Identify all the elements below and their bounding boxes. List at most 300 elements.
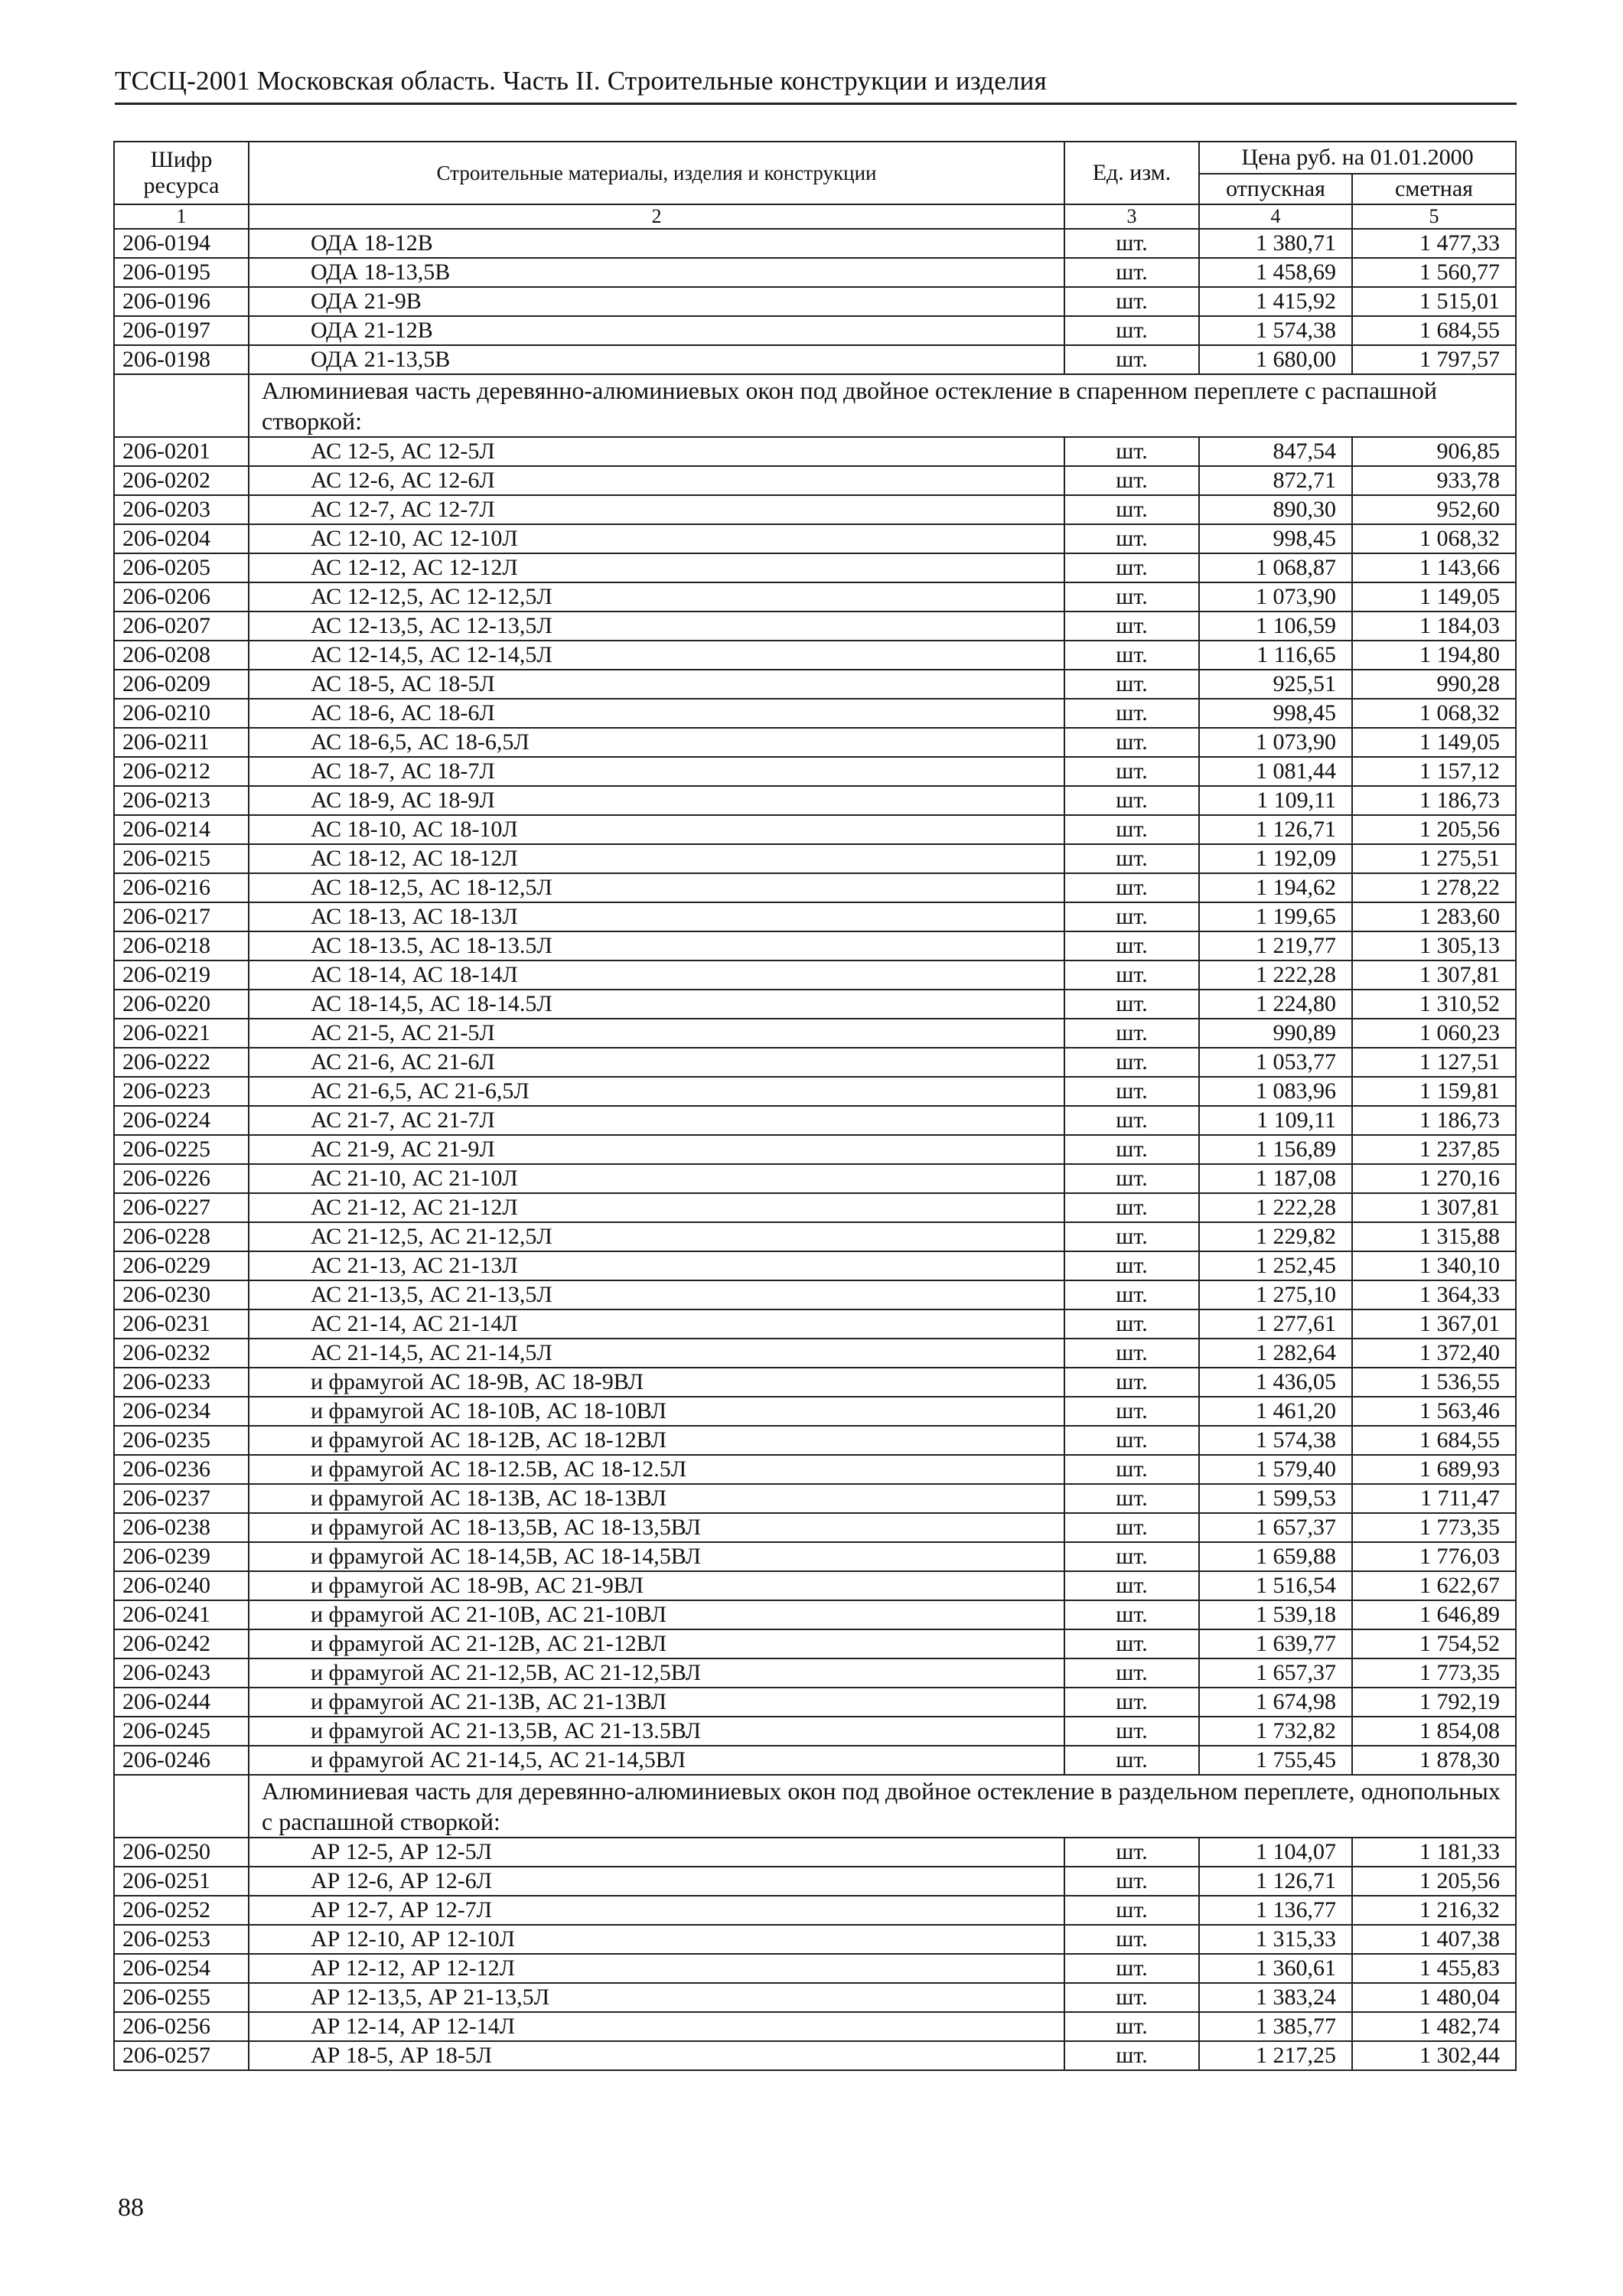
cell-price-release: 1 436,05 bbox=[1199, 1368, 1352, 1397]
header-price-release: отпускная bbox=[1199, 174, 1352, 204]
table-row bbox=[114, 815, 1516, 844]
cell-price-release: 1 116,65 bbox=[1199, 641, 1352, 670]
table-row bbox=[114, 1983, 1516, 2012]
section-title: Алюминиевая часть для деревянно-алюминиевых окон под двойное остекление в раздельном переплете, однопольных с распашной створкой: bbox=[249, 1775, 1516, 1838]
cell-price-release: 1 083,96 bbox=[1199, 1077, 1352, 1106]
table-row bbox=[114, 345, 1516, 374]
cell-unit: шт. bbox=[1064, 931, 1199, 960]
cell-code: 206-0194 bbox=[114, 229, 249, 258]
table-row bbox=[114, 1222, 1516, 1251]
cell-price-estimate: 1 372,40 bbox=[1352, 1339, 1516, 1368]
table-row bbox=[114, 466, 1516, 495]
cell-name: и фрамугой АС 18-13В, АС 18-13ВЛ bbox=[249, 1484, 1064, 1513]
cell-code: 206-0216 bbox=[114, 873, 249, 902]
cell-code: 206-0209 bbox=[114, 670, 249, 699]
table-row bbox=[114, 1896, 1516, 1925]
cell-price-release: 1 081,44 bbox=[1199, 757, 1352, 786]
cell-name: и фрамугой АС 21-13В, АС 21-13ВЛ bbox=[249, 1688, 1064, 1717]
cell-name: АС 18-6, АС 18-6Л bbox=[249, 699, 1064, 728]
cell-price-estimate: 1 340,10 bbox=[1352, 1251, 1516, 1280]
cell-price-release: 1 192,09 bbox=[1199, 844, 1352, 873]
cell-unit: шт. bbox=[1064, 786, 1199, 815]
cell-unit: шт. bbox=[1064, 1280, 1199, 1309]
page-number: 88 bbox=[118, 2193, 144, 2222]
cell-name: АР 12-10, АР 12-10Л bbox=[249, 1925, 1064, 1954]
cell-code: 206-0208 bbox=[114, 641, 249, 670]
cell-code: 206-0238 bbox=[114, 1513, 249, 1542]
cell-price-estimate: 1 455,83 bbox=[1352, 1954, 1516, 1983]
cell-unit: шт. bbox=[1064, 1600, 1199, 1629]
cell-unit: шт. bbox=[1064, 1077, 1199, 1106]
cell-code: 206-0220 bbox=[114, 990, 249, 1019]
cell-code: 206-0211 bbox=[114, 728, 249, 757]
cell-price-release: 1 315,33 bbox=[1199, 1925, 1352, 1954]
section-code-empty bbox=[114, 374, 249, 437]
table-row bbox=[114, 553, 1516, 582]
cell-name: АС 18-10, АС 18-10Л bbox=[249, 815, 1064, 844]
cell-price-release: 1 385,77 bbox=[1199, 2012, 1352, 2041]
cell-name: и фрамугой АС 18-9В, АС 18-9ВЛ bbox=[249, 1368, 1064, 1397]
cell-price-release: 1 574,38 bbox=[1199, 316, 1352, 345]
cell-code: 206-0245 bbox=[114, 1717, 249, 1746]
cell-price-release: 847,54 bbox=[1199, 437, 1352, 466]
cell-price-release: 1 229,82 bbox=[1199, 1222, 1352, 1251]
resource-price-table bbox=[113, 141, 1517, 2071]
table-row bbox=[114, 902, 1516, 931]
cell-unit: шт. bbox=[1064, 1983, 1199, 2012]
cell-name: АС 21-13,5, АС 21-13,5Л bbox=[249, 1280, 1064, 1309]
cell-price-estimate: 1 205,56 bbox=[1352, 1867, 1516, 1896]
table-row bbox=[114, 844, 1516, 873]
cell-name: АС 18-14,5, АС 18-14.5Л bbox=[249, 990, 1064, 1019]
cell-name: и фрамугой АС 18-13,5В, АС 18-13,5ВЛ bbox=[249, 1513, 1064, 1542]
cell-unit: шт. bbox=[1064, 1397, 1199, 1426]
cell-price-release: 998,45 bbox=[1199, 524, 1352, 553]
cell-unit: шт. bbox=[1064, 316, 1199, 345]
header-code: Шифр ресурса bbox=[114, 142, 249, 204]
cell-code: 206-0251 bbox=[114, 1867, 249, 1896]
cell-name: АС 18-12, АС 18-12Л bbox=[249, 844, 1064, 873]
table-row bbox=[114, 670, 1516, 699]
cell-price-estimate: 1 773,35 bbox=[1352, 1658, 1516, 1688]
cell-unit: шт. bbox=[1064, 1658, 1199, 1688]
cell-name: АС 18-7, АС 18-7Л bbox=[249, 757, 1064, 786]
cell-code: 206-0229 bbox=[114, 1251, 249, 1280]
cell-code: 206-0201 bbox=[114, 437, 249, 466]
cell-price-release: 1 126,71 bbox=[1199, 1867, 1352, 1896]
table-row bbox=[114, 873, 1516, 902]
cell-name: и фрамугой АС 21-12В, АС 21-12ВЛ bbox=[249, 1629, 1064, 1658]
cell-price-release: 1 109,11 bbox=[1199, 786, 1352, 815]
cell-unit: шт. bbox=[1064, 670, 1199, 699]
cell-unit: шт. bbox=[1064, 612, 1199, 641]
cell-unit: шт. bbox=[1064, 466, 1199, 495]
cell-unit: шт. bbox=[1064, 990, 1199, 1019]
cell-name: АС 18-6,5, АС 18-6,5Л bbox=[249, 728, 1064, 757]
cell-price-estimate: 1 792,19 bbox=[1352, 1688, 1516, 1717]
cell-price-release: 1 657,37 bbox=[1199, 1513, 1352, 1542]
cell-price-release: 1 219,77 bbox=[1199, 931, 1352, 960]
cell-price-estimate: 1 711,47 bbox=[1352, 1484, 1516, 1513]
cell-code: 206-0202 bbox=[114, 466, 249, 495]
table-row bbox=[114, 1542, 1516, 1571]
cell-unit: шт. bbox=[1064, 1629, 1199, 1658]
table-row bbox=[114, 2012, 1516, 2041]
cell-code: 206-0204 bbox=[114, 524, 249, 553]
cell-unit: шт. bbox=[1064, 873, 1199, 902]
cell-price-release: 1 199,65 bbox=[1199, 902, 1352, 931]
cell-code: 206-0203 bbox=[114, 495, 249, 524]
cell-unit: шт. bbox=[1064, 1867, 1199, 1896]
cell-price-estimate: 1 068,32 bbox=[1352, 524, 1516, 553]
table-row bbox=[114, 524, 1516, 553]
cell-unit: шт. bbox=[1064, 1251, 1199, 1280]
cell-unit: шт. bbox=[1064, 902, 1199, 931]
cell-unit: шт. bbox=[1064, 495, 1199, 524]
table-row bbox=[114, 931, 1516, 960]
cell-unit: шт. bbox=[1064, 1339, 1199, 1368]
cell-price-release: 1 639,77 bbox=[1199, 1629, 1352, 1658]
cell-code: 206-0257 bbox=[114, 2041, 249, 2070]
cell-code: 206-0195 bbox=[114, 258, 249, 287]
cell-name: АС 18-9, АС 18-9Л bbox=[249, 786, 1064, 815]
cell-price-release: 925,51 bbox=[1199, 670, 1352, 699]
cell-price-release: 1 222,28 bbox=[1199, 960, 1352, 990]
cell-unit: шт. bbox=[1064, 1542, 1199, 1571]
cell-name: АС 12-10, АС 12-10Л bbox=[249, 524, 1064, 553]
cell-code: 206-0234 bbox=[114, 1397, 249, 1426]
cell-price-estimate: 933,78 bbox=[1352, 466, 1516, 495]
cell-code: 206-0212 bbox=[114, 757, 249, 786]
cell-price-estimate: 1 477,33 bbox=[1352, 229, 1516, 258]
cell-unit: шт. bbox=[1064, 1484, 1199, 1513]
cell-name: и фрамугой АС 18-12В, АС 18-12ВЛ bbox=[249, 1426, 1064, 1455]
cell-price-estimate: 1 364,33 bbox=[1352, 1280, 1516, 1309]
cell-unit: шт. bbox=[1064, 1571, 1199, 1600]
cell-price-estimate: 1 684,55 bbox=[1352, 1426, 1516, 1455]
cell-name: и фрамугой АС 21-12,5В, АС 21-12,5ВЛ bbox=[249, 1658, 1064, 1688]
cell-price-estimate: 1 646,89 bbox=[1352, 1600, 1516, 1629]
cell-price-release: 1 106,59 bbox=[1199, 612, 1352, 641]
section-code-empty bbox=[114, 1775, 249, 1838]
cell-price-estimate: 906,85 bbox=[1352, 437, 1516, 466]
cell-unit: шт. bbox=[1064, 524, 1199, 553]
cell-price-release: 1 380,71 bbox=[1199, 229, 1352, 258]
cell-price-release: 1 360,61 bbox=[1199, 1954, 1352, 1983]
cell-code: 206-0235 bbox=[114, 1426, 249, 1455]
cell-price-estimate: 952,60 bbox=[1352, 495, 1516, 524]
cell-unit: шт. bbox=[1064, 1368, 1199, 1397]
cell-price-release: 1 073,90 bbox=[1199, 728, 1352, 757]
cell-code: 206-0250 bbox=[114, 1838, 249, 1867]
cell-price-release: 1 194,62 bbox=[1199, 873, 1352, 902]
cell-unit: шт. bbox=[1064, 757, 1199, 786]
cell-name: АС 21-10, АС 21-10Л bbox=[249, 1164, 1064, 1193]
table-row bbox=[114, 316, 1516, 345]
cell-price-estimate: 1 797,57 bbox=[1352, 345, 1516, 374]
cell-unit: шт. bbox=[1064, 1222, 1199, 1251]
table-row bbox=[114, 582, 1516, 612]
cell-price-release: 1 217,25 bbox=[1199, 2041, 1352, 2070]
cell-unit: шт. bbox=[1064, 1135, 1199, 1164]
cell-unit: шт. bbox=[1064, 1426, 1199, 1455]
cell-price-estimate: 1 482,74 bbox=[1352, 2012, 1516, 2041]
cell-price-release: 1 275,10 bbox=[1199, 1280, 1352, 1309]
cell-name: ОДА 21-13,5В bbox=[249, 345, 1064, 374]
cell-name: АС 12-13,5, АС 12-13,5Л bbox=[249, 612, 1064, 641]
cell-price-release: 1 053,77 bbox=[1199, 1048, 1352, 1077]
cell-price-estimate: 1 754,52 bbox=[1352, 1629, 1516, 1658]
cell-price-estimate: 1 684,55 bbox=[1352, 316, 1516, 345]
cell-code: 206-0232 bbox=[114, 1339, 249, 1368]
cell-price-estimate: 1 237,85 bbox=[1352, 1135, 1516, 1164]
cell-name: АС 12-14,5, АС 12-14,5Л bbox=[249, 641, 1064, 670]
cell-price-estimate: 1 159,81 bbox=[1352, 1077, 1516, 1106]
table-row bbox=[114, 1280, 1516, 1309]
cell-price-release: 1 136,77 bbox=[1199, 1896, 1352, 1925]
cell-code: 206-0246 bbox=[114, 1746, 249, 1775]
cell-name: АС 21-9, АС 21-9Л bbox=[249, 1135, 1064, 1164]
cell-price-release: 1 516,54 bbox=[1199, 1571, 1352, 1600]
table-row bbox=[114, 641, 1516, 670]
cell-price-estimate: 1 536,55 bbox=[1352, 1368, 1516, 1397]
column-number: 1 bbox=[114, 204, 249, 229]
cell-price-release: 1 126,71 bbox=[1199, 815, 1352, 844]
cell-price-release: 1 104,07 bbox=[1199, 1838, 1352, 1867]
table-row bbox=[114, 1106, 1516, 1135]
cell-unit: шт. bbox=[1064, 844, 1199, 873]
cell-code: 206-0213 bbox=[114, 786, 249, 815]
cell-name: и фрамугой АС 21-14,5, АС 21-14,5ВЛ bbox=[249, 1746, 1064, 1775]
cell-name: АР 12-5, АР 12-5Л bbox=[249, 1838, 1064, 1867]
cell-name: и фрамугой АС 18-12.5В, АС 18-12.5Л bbox=[249, 1455, 1064, 1484]
cell-unit: шт. bbox=[1064, 1688, 1199, 1717]
cell-price-estimate: 1 157,12 bbox=[1352, 757, 1516, 786]
cell-price-estimate: 1 305,13 bbox=[1352, 931, 1516, 960]
cell-name: АС 21-6,5, АС 21-6,5Л bbox=[249, 1077, 1064, 1106]
table-header-row bbox=[114, 142, 1516, 174]
cell-code: 206-0243 bbox=[114, 1658, 249, 1688]
cell-code: 206-0225 bbox=[114, 1135, 249, 1164]
cell-name: АР 18-5, АР 18-5Л bbox=[249, 2041, 1064, 2070]
cell-price-release: 1 458,69 bbox=[1199, 258, 1352, 287]
cell-name: АР 12-7, АР 12-7Л bbox=[249, 1896, 1064, 1925]
cell-name: АС 12-7, АС 12-7Л bbox=[249, 495, 1064, 524]
cell-name: и фрамугой АС 18-10В, АС 18-10ВЛ bbox=[249, 1397, 1064, 1426]
cell-price-estimate: 1 407,38 bbox=[1352, 1925, 1516, 1954]
cell-price-estimate: 1 186,73 bbox=[1352, 1106, 1516, 1135]
cell-price-release: 1 277,61 bbox=[1199, 1309, 1352, 1339]
cell-code: 206-0253 bbox=[114, 1925, 249, 1954]
cell-code: 206-0231 bbox=[114, 1309, 249, 1339]
cell-code: 206-0221 bbox=[114, 1019, 249, 1048]
cell-price-estimate: 1 854,08 bbox=[1352, 1717, 1516, 1746]
cell-unit: шт. bbox=[1064, 1193, 1199, 1222]
cell-unit: шт. bbox=[1064, 1048, 1199, 1077]
cell-price-release: 1 732,82 bbox=[1199, 1717, 1352, 1746]
cell-code: 206-0227 bbox=[114, 1193, 249, 1222]
cell-price-release: 890,30 bbox=[1199, 495, 1352, 524]
cell-code: 206-0217 bbox=[114, 902, 249, 931]
cell-code: 206-0233 bbox=[114, 1368, 249, 1397]
table-row bbox=[114, 1309, 1516, 1339]
cell-code: 206-0219 bbox=[114, 960, 249, 990]
cell-name: АС 18-13, АС 18-13Л bbox=[249, 902, 1064, 931]
cell-price-estimate: 1 776,03 bbox=[1352, 1542, 1516, 1571]
cell-code: 206-0252 bbox=[114, 1896, 249, 1925]
cell-price-estimate: 1 283,60 bbox=[1352, 902, 1516, 931]
cell-price-release: 1 187,08 bbox=[1199, 1164, 1352, 1193]
cell-price-release: 1 755,45 bbox=[1199, 1746, 1352, 1775]
cell-name: АР 12-13,5, АР 21-13,5Л bbox=[249, 1983, 1064, 2012]
cell-name: АС 12-6, АС 12-6Л bbox=[249, 466, 1064, 495]
cell-price-estimate: 1 515,01 bbox=[1352, 287, 1516, 316]
cell-name: АС 21-14,5, АС 21-14,5Л bbox=[249, 1339, 1064, 1368]
table-row bbox=[114, 1838, 1516, 1867]
table-row bbox=[114, 1426, 1516, 1455]
cell-price-release: 1 579,40 bbox=[1199, 1455, 1352, 1484]
cell-price-release: 872,71 bbox=[1199, 466, 1352, 495]
cell-unit: шт. bbox=[1064, 582, 1199, 612]
header-price-group: Цена руб. на 01.01.2000 bbox=[1199, 142, 1516, 174]
table-row bbox=[114, 1019, 1516, 1048]
cell-unit: шт. bbox=[1064, 345, 1199, 374]
cell-price-estimate: 1 307,81 bbox=[1352, 1193, 1516, 1222]
cell-name: ОДА 18-13,5В bbox=[249, 258, 1064, 287]
cell-price-release: 1 282,64 bbox=[1199, 1339, 1352, 1368]
cell-unit: шт. bbox=[1064, 1309, 1199, 1339]
table-row bbox=[114, 960, 1516, 990]
cell-unit: шт. bbox=[1064, 1164, 1199, 1193]
table-row bbox=[114, 258, 1516, 287]
table-row bbox=[114, 1925, 1516, 1954]
cell-code: 206-0255 bbox=[114, 1983, 249, 2012]
cell-code: 206-0239 bbox=[114, 1542, 249, 1571]
cell-unit: шт. bbox=[1064, 1513, 1199, 1542]
cell-price-release: 1 657,37 bbox=[1199, 1658, 1352, 1688]
table-row bbox=[114, 1954, 1516, 1983]
table-row bbox=[114, 229, 1516, 258]
cell-unit: шт. bbox=[1064, 2041, 1199, 2070]
cell-name: АС 21-6, АС 21-6Л bbox=[249, 1048, 1064, 1077]
cell-price-estimate: 1 278,22 bbox=[1352, 873, 1516, 902]
cell-name: АР 12-14, АР 12-14Л bbox=[249, 2012, 1064, 2041]
table-row bbox=[114, 612, 1516, 641]
cell-name: АС 21-7, АС 21-7Л bbox=[249, 1106, 1064, 1135]
section-title: Алюминиевая часть деревянно-алюминиевых окон под двойное остекление в спаренном переплете с распашной створкой: bbox=[249, 374, 1516, 437]
cell-name: АС 21-13, АС 21-13Л bbox=[249, 1251, 1064, 1280]
cell-price-estimate: 1 480,04 bbox=[1352, 1983, 1516, 2012]
cell-unit: шт. bbox=[1064, 1455, 1199, 1484]
cell-name: АР 12-12, АР 12-12Л bbox=[249, 1954, 1064, 1983]
cell-name: АС 18-12,5, АС 18-12,5Л bbox=[249, 873, 1064, 902]
cell-price-release: 1 222,28 bbox=[1199, 1193, 1352, 1222]
cell-name: АС 12-12,5, АС 12-12,5Л bbox=[249, 582, 1064, 612]
table-row bbox=[114, 1484, 1516, 1513]
cell-code: 206-0218 bbox=[114, 931, 249, 960]
cell-price-release: 1 224,80 bbox=[1199, 990, 1352, 1019]
column-number-row bbox=[114, 204, 1516, 229]
cell-price-release: 1 415,92 bbox=[1199, 287, 1352, 316]
cell-code: 206-0223 bbox=[114, 1077, 249, 1106]
cell-price-release: 1 599,53 bbox=[1199, 1484, 1352, 1513]
table-row bbox=[114, 1193, 1516, 1222]
cell-price-release: 1 659,88 bbox=[1199, 1542, 1352, 1571]
cell-name: АС 12-12, АС 12-12Л bbox=[249, 553, 1064, 582]
table-row bbox=[114, 2041, 1516, 2070]
cell-price-estimate: 990,28 bbox=[1352, 670, 1516, 699]
cell-code: 206-0197 bbox=[114, 316, 249, 345]
page-header-title: ТССЦ-2001 Московская область. Часть II. Строительные конструкции и изделия bbox=[115, 66, 1047, 96]
cell-price-estimate: 1 181,33 bbox=[1352, 1838, 1516, 1867]
cell-name: АС 21-5, АС 21-5Л bbox=[249, 1019, 1064, 1048]
cell-price-release: 1 073,90 bbox=[1199, 582, 1352, 612]
cell-name: ОДА 21-9В bbox=[249, 287, 1064, 316]
cell-price-release: 1 539,18 bbox=[1199, 1600, 1352, 1629]
cell-code: 206-0228 bbox=[114, 1222, 249, 1251]
cell-price-estimate: 1 149,05 bbox=[1352, 728, 1516, 757]
cell-price-release: 1 068,87 bbox=[1199, 553, 1352, 582]
header-divider bbox=[115, 103, 1517, 105]
cell-code: 206-0242 bbox=[114, 1629, 249, 1658]
table-row bbox=[114, 1688, 1516, 1717]
cell-price-estimate: 1 302,44 bbox=[1352, 2041, 1516, 2070]
cell-name: АС 21-12, АС 21-12Л bbox=[249, 1193, 1064, 1222]
cell-price-estimate: 1 060,23 bbox=[1352, 1019, 1516, 1048]
table-row bbox=[114, 1717, 1516, 1746]
cell-price-estimate: 1 143,66 bbox=[1352, 553, 1516, 582]
cell-price-estimate: 1 068,32 bbox=[1352, 699, 1516, 728]
cell-unit: шт. bbox=[1064, 229, 1199, 258]
cell-price-release: 990,89 bbox=[1199, 1019, 1352, 1048]
section-row bbox=[114, 1775, 1516, 1838]
cell-price-estimate: 1 307,81 bbox=[1352, 960, 1516, 990]
table-row bbox=[114, 1629, 1516, 1658]
table-row bbox=[114, 1048, 1516, 1077]
cell-unit: шт. bbox=[1064, 1746, 1199, 1775]
cell-unit: шт. bbox=[1064, 1838, 1199, 1867]
cell-price-release: 998,45 bbox=[1199, 699, 1352, 728]
cell-price-estimate: 1 186,73 bbox=[1352, 786, 1516, 815]
header-unit: Ед. изм. bbox=[1064, 142, 1199, 204]
cell-name: АС 18-5, АС 18-5Л bbox=[249, 670, 1064, 699]
cell-unit: шт. bbox=[1064, 553, 1199, 582]
cell-price-release: 1 252,45 bbox=[1199, 1251, 1352, 1280]
cell-price-estimate: 1 689,93 bbox=[1352, 1455, 1516, 1484]
table-row bbox=[114, 728, 1516, 757]
cell-unit: шт. bbox=[1064, 815, 1199, 844]
cell-name: АС 12-5, АС 12-5Л bbox=[249, 437, 1064, 466]
cell-price-estimate: 1 773,35 bbox=[1352, 1513, 1516, 1542]
cell-price-release: 1 109,11 bbox=[1199, 1106, 1352, 1135]
cell-price-release: 1 156,89 bbox=[1199, 1135, 1352, 1164]
cell-price-estimate: 1 149,05 bbox=[1352, 582, 1516, 612]
table-row bbox=[114, 1135, 1516, 1164]
cell-name: и фрамугой АС 21-13,5В, АС 21-13.5ВЛ bbox=[249, 1717, 1064, 1746]
cell-unit: шт. bbox=[1064, 1925, 1199, 1954]
table-row bbox=[114, 1077, 1516, 1106]
cell-code: 206-0215 bbox=[114, 844, 249, 873]
table-row bbox=[114, 1658, 1516, 1688]
column-number: 5 bbox=[1352, 204, 1516, 229]
table-row bbox=[114, 1513, 1516, 1542]
cell-code: 206-0256 bbox=[114, 2012, 249, 2041]
cell-name: и фрамугой АС 18-9В, АС 21-9ВЛ bbox=[249, 1571, 1064, 1600]
cell-code: 206-0210 bbox=[114, 699, 249, 728]
cell-price-estimate: 1 184,03 bbox=[1352, 612, 1516, 641]
table-row bbox=[114, 1746, 1516, 1775]
table-row bbox=[114, 990, 1516, 1019]
